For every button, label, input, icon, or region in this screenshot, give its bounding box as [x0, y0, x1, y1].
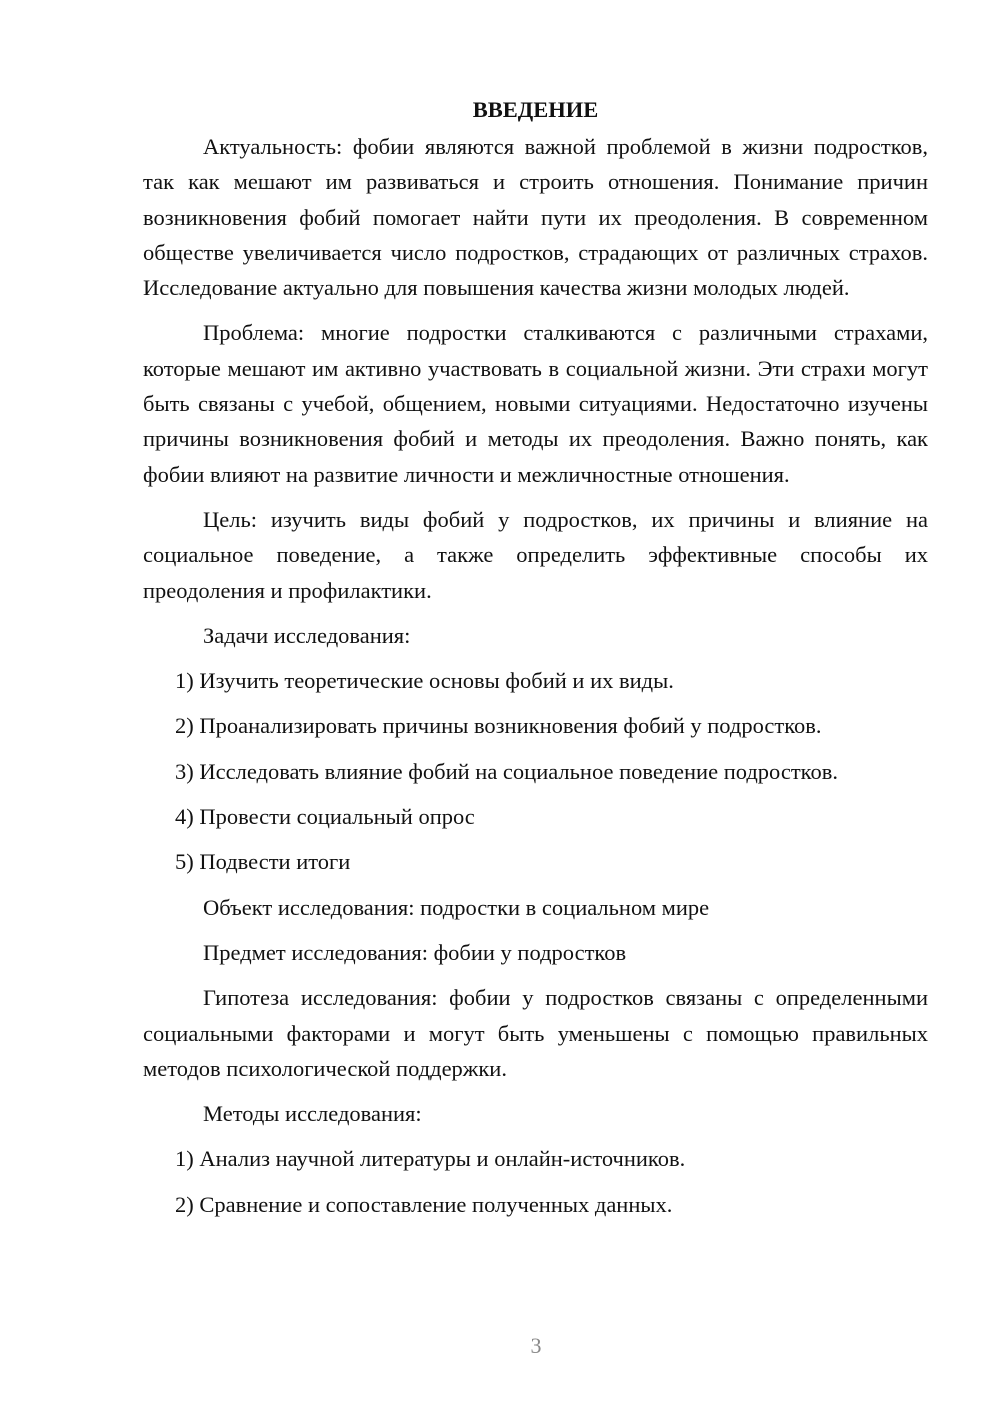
method-item: 2) Сравнение и сопоставление полученных данных. [175, 1191, 673, 1217]
task-item: 5) Подвести итоги [175, 849, 351, 875]
section-title: ВВЕДЕНИЕ [472, 97, 599, 122]
task-item: 4) Провести социальный опрос [175, 804, 475, 830]
page-number: 3 [530, 1333, 542, 1358]
goal-paragraph: Цель: изучить виды фобий у подростков, их причины и влияние на социальное поведение, а также определить эффективные способы их преодоления и профилактики. [143, 506, 928, 603]
subject-line: Предмет исследования: фобии у подростков [203, 939, 627, 965]
method-item: 1) Анализ научной литературы и онлайн-источников. [175, 1146, 686, 1172]
hypothesis-paragraph: Гипотеза исследования: фобии у подростков связаны с определенными социальными факторами и могут быть уменьшены с помощью правильных методов психологической поддержки. [143, 985, 928, 1081]
task-item: 1) Изучить теоретические основы фобий и их виды. [175, 668, 674, 694]
task-item: 3) Исследовать влияние фобий на социальное поведение подростков. [175, 758, 838, 784]
task-item: 2) Проанализировать причины возникновения фобий у подростков. [175, 713, 822, 739]
problem-paragraph: Проблема: многие подростки сталкиваются с различными страхами, которые мешают им активно участвовать в социальной жизни. Эти страхи могут быть связаны с учебой, общением, новыми ситуациями. Недостаточно изучены причины возникновения фобий и методы их преодоления. Важно понять, как фобии влияют на развитие личности и межличностные отношения. [143, 320, 928, 487]
tasks-heading: Задачи исследования: [203, 622, 411, 648]
methods-heading: Методы исследования: [203, 1101, 422, 1127]
object-line: Объект исследования: подростки в социальном мире [203, 894, 710, 920]
page-content [143, 92, 928, 1232]
relevance-paragraph: Актуальность: фобии являются важной проблемой в жизни подростков, так как мешают им развиваться и строить отношения. Понимание причин возникновения фобий помогает найти пути их преодоления. В современном обществе увеличивается число подростков, страдающих от различных страхов. Исследование актуально для повышения качества жизни молодых людей. [143, 134, 928, 301]
